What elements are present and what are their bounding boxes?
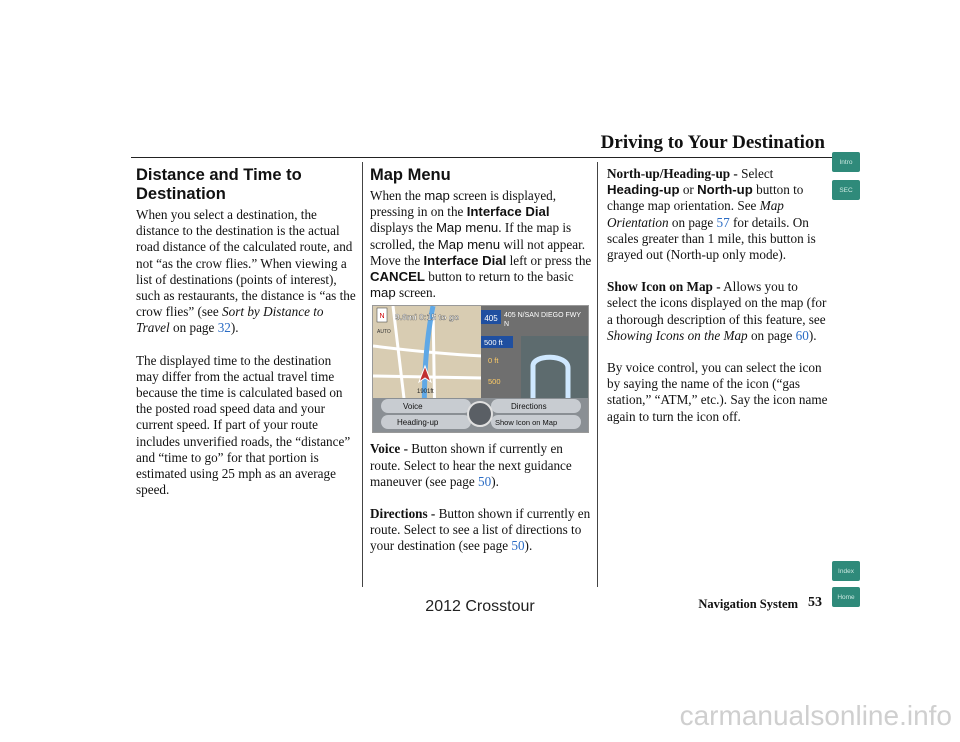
paragraph-voice <box>370 441 592 490</box>
title-divider <box>131 157 833 158</box>
xref-sort-by-distance: Sort by Distance to Travel <box>136 304 324 336</box>
term-map: map <box>370 285 396 301</box>
paragraph-north-up <box>607 166 829 263</box>
text: or <box>679 182 698 198</box>
text: When the <box>370 188 425 203</box>
paragraph-distance <box>136 207 356 337</box>
xref-showing-icons: Showing Icons on the Map <box>607 327 748 343</box>
text: Button shown if currently en route. Select to hear the next guidance maneuver (see page <box>370 441 572 489</box>
map-menu-screenshot <box>372 305 589 433</box>
text: screen is displayed, pressing in on the <box>370 188 557 220</box>
directions-label: Directions - <box>370 506 436 522</box>
text: button to return to the basic <box>424 269 574 285</box>
road-direction: N <box>504 321 510 329</box>
page-link-50[interactable]: 50 <box>478 473 492 489</box>
text: When you select a destination, the distance to the destination is the actual road distance of the calculated route, and not “as the crow flies.” When viewing a list of destinations (points of interest), such as restaurants, the distance is “as the crow flies” (see <box>136 207 356 320</box>
distance-time-readout: 9.6mi 0:15 to go <box>395 312 460 323</box>
text: for details. On scales greater than 1 mile, this button is grayed out (North-up only mode). <box>607 214 816 263</box>
text: Allows you to select the icons displayed on the map (for a thorough description of this feature, see <box>607 279 827 327</box>
map-scale: 1901ft <box>417 389 434 396</box>
text: displays the <box>370 220 436 236</box>
voice-option[interactable] <box>381 399 471 413</box>
range-500: 500 <box>488 377 501 387</box>
page-title: Driving to Your Destination <box>600 132 825 153</box>
show-icon-option-label: Show Icon on Map <box>495 418 558 428</box>
range-0ft: 0 ft <box>488 356 499 366</box>
text: ). <box>808 327 817 343</box>
text: Select <box>737 166 774 181</box>
text: on page <box>747 327 796 343</box>
term-interface-dial: Interface Dial <box>423 252 507 268</box>
section-heading-distance-time: Distance and Time to Destination <box>136 166 302 203</box>
term-heading-up: Heading-up <box>607 182 680 198</box>
index-button[interactable]: Index <box>832 561 860 581</box>
page-link-50[interactable]: 50 <box>511 538 525 554</box>
heading-up-option-label: Heading-up <box>397 418 439 428</box>
directions-option-label: Directions <box>511 402 547 412</box>
text: screen. <box>395 285 436 301</box>
show-icon-label: Show Icon on Map - <box>607 279 721 295</box>
voice-option-label: Voice <box>403 402 423 412</box>
paragraph-show-icon <box>607 279 829 344</box>
text: ). <box>491 473 499 489</box>
paragraph-map-menu <box>370 188 592 301</box>
term-cancel: CANCEL <box>370 269 425 285</box>
voice-label: Voice - <box>370 441 408 457</box>
text: will not appear. Move the <box>370 236 586 268</box>
page-link-32[interactable]: 32 <box>217 320 231 336</box>
watermark: carmanualsonline.info <box>679 700 952 731</box>
intro-button[interactable]: Intro <box>832 152 860 172</box>
term-interface-dial: Interface Dial <box>466 204 550 220</box>
page-number: 53 <box>808 595 822 610</box>
text: on page <box>169 320 218 336</box>
paragraph-time: The displayed time to the destination may differ from the actual travel time because the time is calculated based on the posted road speed data and your current speed. If part of your route includes unverified roads, the “distance” and “time to go” for that portion is estimated using 25 mph as an average speed. <box>136 352 351 498</box>
paragraph-directions <box>370 506 592 555</box>
range-500ft: 500 ft <box>484 338 503 348</box>
text: button to change map orientation. See <box>607 182 804 214</box>
column-middle <box>370 166 592 571</box>
auto-label: AUTO <box>377 329 391 336</box>
page-link-57[interactable]: 57 <box>716 214 730 230</box>
term-map-menu: Map menu <box>435 220 499 236</box>
highway-shield-number: 405 <box>484 314 498 324</box>
compass-letter: N <box>379 313 385 321</box>
column-divider-1 <box>362 162 363 587</box>
term-north-up: North-up <box>697 182 753 198</box>
text: Button shown if currently en route. Select to see a list of directions to your destination (see page <box>370 506 591 554</box>
text: on page <box>668 214 717 230</box>
paragraph-voice-control: By voice control, you can select the icon by saying the name of the icon (“gas station,” “ATM,” etc.). Say the icon name again to turn the icon off. <box>607 360 828 424</box>
text: left or press the <box>506 252 592 268</box>
xref-map-orientation: Map Orientation <box>607 198 784 230</box>
term-map: map <box>424 188 450 203</box>
road-name: 405 N/SAN DIEGO FWY <box>504 312 582 320</box>
text: . If the map is scrolled, the <box>370 220 572 252</box>
sec-button[interactable]: SEC <box>832 180 860 200</box>
model-name: 2012 Crosstour <box>425 598 535 615</box>
interface-dial-icon <box>468 402 492 426</box>
home-button[interactable]: Home <box>832 587 860 607</box>
term-map-menu: Map menu <box>437 236 501 252</box>
text: ). <box>524 538 533 554</box>
section-heading-map-menu: Map Menu <box>370 166 451 184</box>
column-right <box>607 166 829 441</box>
column-divider-2 <box>597 162 598 587</box>
north-up-label: North-up/Heading-up - <box>607 166 738 181</box>
text: ). <box>230 320 239 336</box>
footer-section-label: Navigation System <box>698 597 798 611</box>
page-link-60[interactable]: 60 <box>795 327 809 343</box>
column-left <box>136 166 356 514</box>
